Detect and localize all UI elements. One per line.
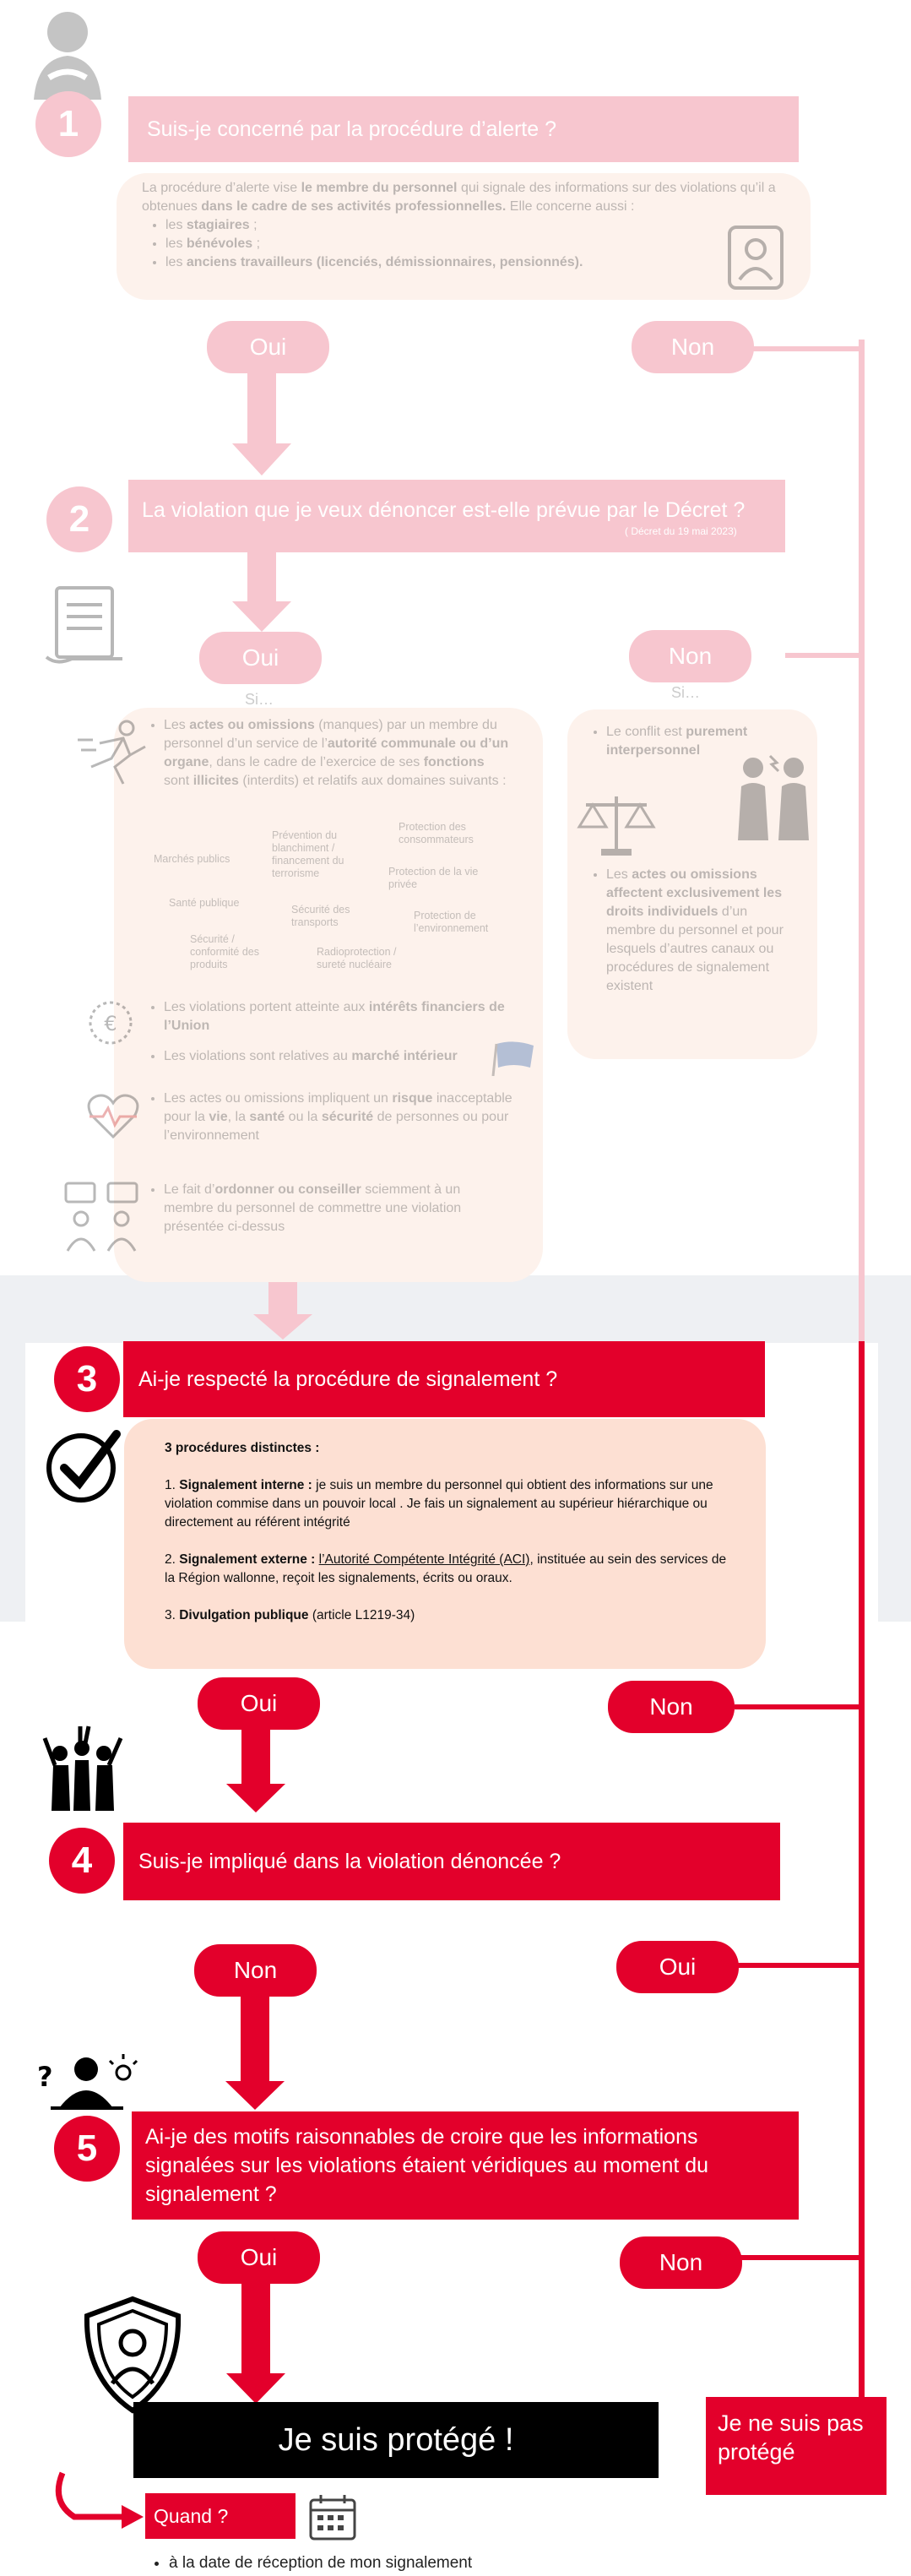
step5-non-pill[interactable]	[620, 2236, 742, 2289]
step3-title-text: 3 procédures distinctes :	[165, 1441, 320, 1455]
t: , instituée au sein des services de la Région wallonne, reçoit les signalements, écrits ou oraux.	[165, 1552, 727, 1585]
domain-transports: Sécurité des transports	[291, 904, 350, 928]
t: santé	[249, 1110, 285, 1124]
t: actes ou omissions affectent exclusivement les droits individuels	[606, 867, 783, 919]
step1-number	[35, 91, 101, 157]
arrow-step3-head	[226, 1784, 285, 1812]
team-celebrate-icon	[38, 1723, 127, 1812]
arrow-step3-down	[241, 1730, 270, 1785]
step5-question	[132, 2111, 799, 2220]
step1-item-bold: stagiaires	[186, 218, 250, 232]
step2-subtitle-text: ( Décret du 19 mai 2023)	[625, 525, 737, 537]
running-person-icon	[74, 718, 155, 787]
step1-item-pre: les	[165, 255, 187, 269]
t: ordonner ou conseiller	[214, 1182, 361, 1197]
step3-oui-label: Oui	[240, 1690, 278, 1716]
people-discussion-icon	[61, 1178, 142, 1254]
step2-subtitle	[625, 525, 737, 537]
step3-proc-2	[165, 1551, 739, 1588]
step5-oui-pill[interactable]	[198, 2231, 320, 2284]
step3-number	[54, 1346, 120, 1412]
t: Les	[606, 867, 632, 882]
t: Signalement interne :	[179, 1478, 312, 1492]
step1-item-pre: les	[165, 218, 187, 232]
step1-list-item	[165, 253, 792, 272]
step4-question-text: Suis-je impliqué dans la violation dénoncée ?	[138, 1849, 561, 1873]
step5-number-text: 5	[76, 2128, 98, 2169]
step2-left-item-2	[164, 998, 522, 1035]
protected-text: Je suis protégé !	[278, 2421, 514, 2458]
t: ou la	[285, 1110, 322, 1124]
step1-number-text: 1	[57, 103, 79, 144]
t: Divulgation publique	[179, 1608, 309, 1622]
step4-question	[123, 1823, 780, 1900]
arrow-step5-down	[241, 2284, 270, 2375]
step1-non-label: Non	[670, 334, 715, 360]
when-list	[152, 2554, 472, 2573]
calendar-icon	[307, 2493, 358, 2542]
t: , la	[227, 1110, 250, 1124]
protected-banner	[133, 2402, 659, 2478]
step3-proc-3	[165, 1606, 739, 1625]
t: illicites	[193, 774, 239, 788]
step1-non-pill[interactable]	[632, 321, 754, 373]
step1-list	[142, 216, 792, 272]
conflict-people-icon	[733, 747, 814, 842]
arrow-step2-down	[247, 552, 276, 603]
step1-desc-e: Elle concerne aussi :	[506, 199, 635, 214]
connector-h-step5	[735, 2255, 865, 2260]
step1-oui-label: Oui	[249, 334, 287, 360]
step2-left-item-1	[164, 716, 513, 791]
curved-arrow-icon	[51, 2468, 148, 2529]
t: Le fait d’	[164, 1182, 215, 1197]
t: Les actes ou omissions impliquent un	[164, 1091, 393, 1106]
eu-flag-icon	[491, 1039, 539, 1076]
t: sont	[164, 774, 193, 788]
arrow-step2b-down	[268, 1282, 297, 1316]
connector-h-step1	[743, 346, 865, 351]
step2-left-text-4	[150, 1090, 522, 1145]
thinking-person-icon	[34, 2052, 138, 2111]
t: (article L1219-34)	[308, 1608, 415, 1622]
step2-si-left-text: Si…	[245, 691, 274, 708]
step3-question-text: Ai-je respecté la procédure de signalement ?	[138, 1367, 558, 1391]
t: risque	[392, 1091, 433, 1106]
domain-consommateurs: Protection des consommateurs	[399, 821, 474, 845]
t: inacceptable pour la	[164, 1091, 512, 1124]
t: je suis un membre du personnel qui obtient des informations sur une violation commise dans un pouvoir local . Je fais un signalement au supérieur hiérarchique ou directement au référent intégrité	[165, 1478, 713, 1530]
step2-oui-pill[interactable]	[199, 632, 322, 684]
step2-left-item-4	[164, 1090, 522, 1145]
arrow-step2b-head	[253, 1314, 312, 1340]
step1-desc-d: dans le cadre de ses activités professionnelles.	[201, 199, 507, 214]
t: sécurité	[321, 1110, 374, 1124]
arrow-step2-head	[232, 601, 291, 632]
arrow-step4-head	[225, 2081, 285, 2110]
not-protected-text: Je ne suis pas protégé	[718, 2410, 864, 2465]
shield-person-icon	[80, 2296, 185, 2414]
step3-proc-1	[165, 1476, 739, 1532]
step2-number	[46, 486, 112, 552]
domain-sante-publique: Santé publique	[169, 897, 240, 909]
step5-number	[54, 2116, 120, 2182]
t: 3.	[165, 1608, 180, 1622]
domain-environnement: Protection de l’environnement	[414, 910, 489, 934]
step2-oui-label: Oui	[241, 644, 279, 671]
svg-text:?: ?	[37, 2061, 53, 2093]
step4-non-label: Non	[233, 1957, 278, 1983]
t: (manques) par un membre du personnel d’un service de l’	[164, 718, 497, 751]
step1-desc-a: La procédure d’alerte vise	[142, 181, 301, 195]
step3-number-text: 3	[76, 1358, 98, 1399]
step3-procedures	[165, 1439, 739, 1625]
person-hands-icon	[25, 7, 110, 101]
t: vie	[209, 1110, 228, 1124]
t: (interdits) et relatifs aux domaines suivants :	[238, 774, 507, 788]
t: 2.	[165, 1552, 180, 1567]
step3-title	[165, 1439, 739, 1458]
checkmark-circle-icon	[44, 1426, 123, 1505]
step1-list-item	[165, 216, 792, 235]
step2-left-text-2	[150, 998, 522, 1035]
arrow-step4-down	[241, 1997, 269, 2083]
step2-right-text-2	[593, 866, 795, 996]
aci-link[interactable]: l’Autorité Compétente Intégrité (ACI)	[318, 1552, 530, 1567]
step3-non-label: Non	[649, 1693, 693, 1720]
justice-scales-icon	[576, 790, 657, 859]
step4-oui-label: Oui	[659, 1954, 697, 1980]
step2-non-label: Non	[668, 643, 713, 669]
connector-h-step3	[735, 1704, 865, 1709]
money-euro-icon	[84, 997, 137, 1049]
when-list-item: • à la date de réception de mon signalement	[169, 2554, 472, 2573]
step2-si-right	[671, 684, 700, 702]
t: sciemment à un membre du personnel de commettre une violation présentée ci-dessus	[164, 1182, 462, 1234]
step2-si-right-text: Si…	[671, 684, 701, 701]
connector-h-step2	[785, 653, 865, 658]
step1-desc-c: qui signale des informations sur des violations qu’il a obtenues	[142, 181, 776, 214]
step2-question-text: La violation que je veux dénoncer est-elle prévue par le Décret ?	[142, 498, 746, 522]
step2-right-item-2	[606, 866, 795, 996]
t: de personnes ou pour l’environnement	[164, 1110, 509, 1143]
step5-non-label: Non	[659, 2249, 703, 2275]
step2-left-item-3	[164, 1047, 505, 1066]
arrow-step1-head	[232, 443, 291, 476]
step1-description	[142, 179, 792, 272]
heart-pulse-icon	[84, 1090, 142, 1142]
t: Les	[164, 718, 190, 732]
domain-produits: Sécurité / conformité des produits	[190, 933, 259, 970]
step1-item-bold: anciens travailleurs (licenciés, démissionnaires, pensionnés).	[186, 255, 583, 269]
t: , dans le cadre de l’exercice de ses	[209, 755, 424, 769]
t: Le conflit est	[606, 725, 686, 739]
step3-question	[123, 1341, 765, 1417]
t: 1.	[165, 1478, 180, 1492]
svg-text:€: €	[104, 1012, 117, 1035]
arrow-step5-head	[226, 2373, 285, 2404]
t: fonctions	[423, 755, 485, 769]
t: Signalement externe :	[179, 1552, 316, 1567]
step1-list-item	[165, 235, 792, 253]
step2-question	[128, 480, 785, 552]
step2-left-item-5	[164, 1181, 513, 1236]
step1-item-bold: bénévoles	[186, 236, 253, 251]
domain-blanchiment: Prévention du blanchiment / financement du terrorisme	[272, 829, 344, 879]
step1-question	[128, 96, 799, 162]
step5-oui-label: Oui	[240, 2244, 278, 2270]
t: purement interpersonnel	[606, 725, 748, 758]
step3-non-pill[interactable]	[608, 1681, 735, 1733]
connector-right-pink	[859, 340, 865, 1341]
step5-question-text: Ai-je des motifs raisonnables de croire que les informations signalées sur les violations étaient véridiques au moment du signalement ?	[145, 2125, 709, 2206]
step1-desc-b: le membre du personnel	[301, 181, 458, 195]
arrow-step1-down	[247, 373, 276, 445]
step2-si-left	[245, 691, 274, 709]
step4-non-pill[interactable]	[194, 1944, 317, 1997]
step2-left-text-1	[150, 716, 513, 791]
step1-oui-pill[interactable]	[207, 321, 329, 373]
domain-nucleaire: Radioprotection / sureté nucléaire	[317, 946, 397, 970]
connector-h-step4	[735, 1963, 865, 1968]
t: marché intérieur	[351, 1049, 458, 1063]
when-box	[145, 2493, 296, 2539]
step2-left-text-3	[150, 1047, 505, 1066]
t: intérêts financiers de l’Union	[164, 1000, 505, 1033]
t: Les violations portent atteinte aux	[164, 1000, 369, 1014]
domain-marches-publics: Marchés publics	[154, 853, 230, 865]
step4-number	[49, 1828, 115, 1894]
step1-question-text: Suis-je concerné par la procédure d’alerte ?	[147, 117, 556, 141]
step4-number-text: 4	[71, 1840, 93, 1881]
employee-badge-icon	[726, 224, 785, 291]
step4-oui-pill[interactable]	[616, 1941, 739, 1993]
step2-number-text: 2	[68, 498, 90, 540]
step2-left-text-5	[150, 1181, 513, 1236]
step1-item-pre: les	[165, 236, 187, 251]
step1-item-post: ;	[252, 236, 261, 251]
step1-item-post: ;	[249, 218, 258, 232]
t: d’un membre du personnel et pour lesquels d’autres canaux ou procédures de signalement existent	[606, 905, 784, 993]
step2-non-pill[interactable]	[629, 630, 751, 682]
domain-vie-privee: Protection de la vie privée	[388, 866, 479, 890]
scroll-document-icon	[38, 583, 131, 667]
t: autorité communale ou d’un organe	[164, 736, 509, 769]
when-text: Quand ?	[154, 2504, 229, 2527]
step3-oui-pill[interactable]	[198, 1677, 320, 1730]
connector-right-red	[859, 1341, 865, 2397]
t: Les violations sont relatives au	[164, 1049, 352, 1063]
not-protected-box	[706, 2397, 887, 2495]
t: actes ou omissions	[189, 718, 315, 732]
